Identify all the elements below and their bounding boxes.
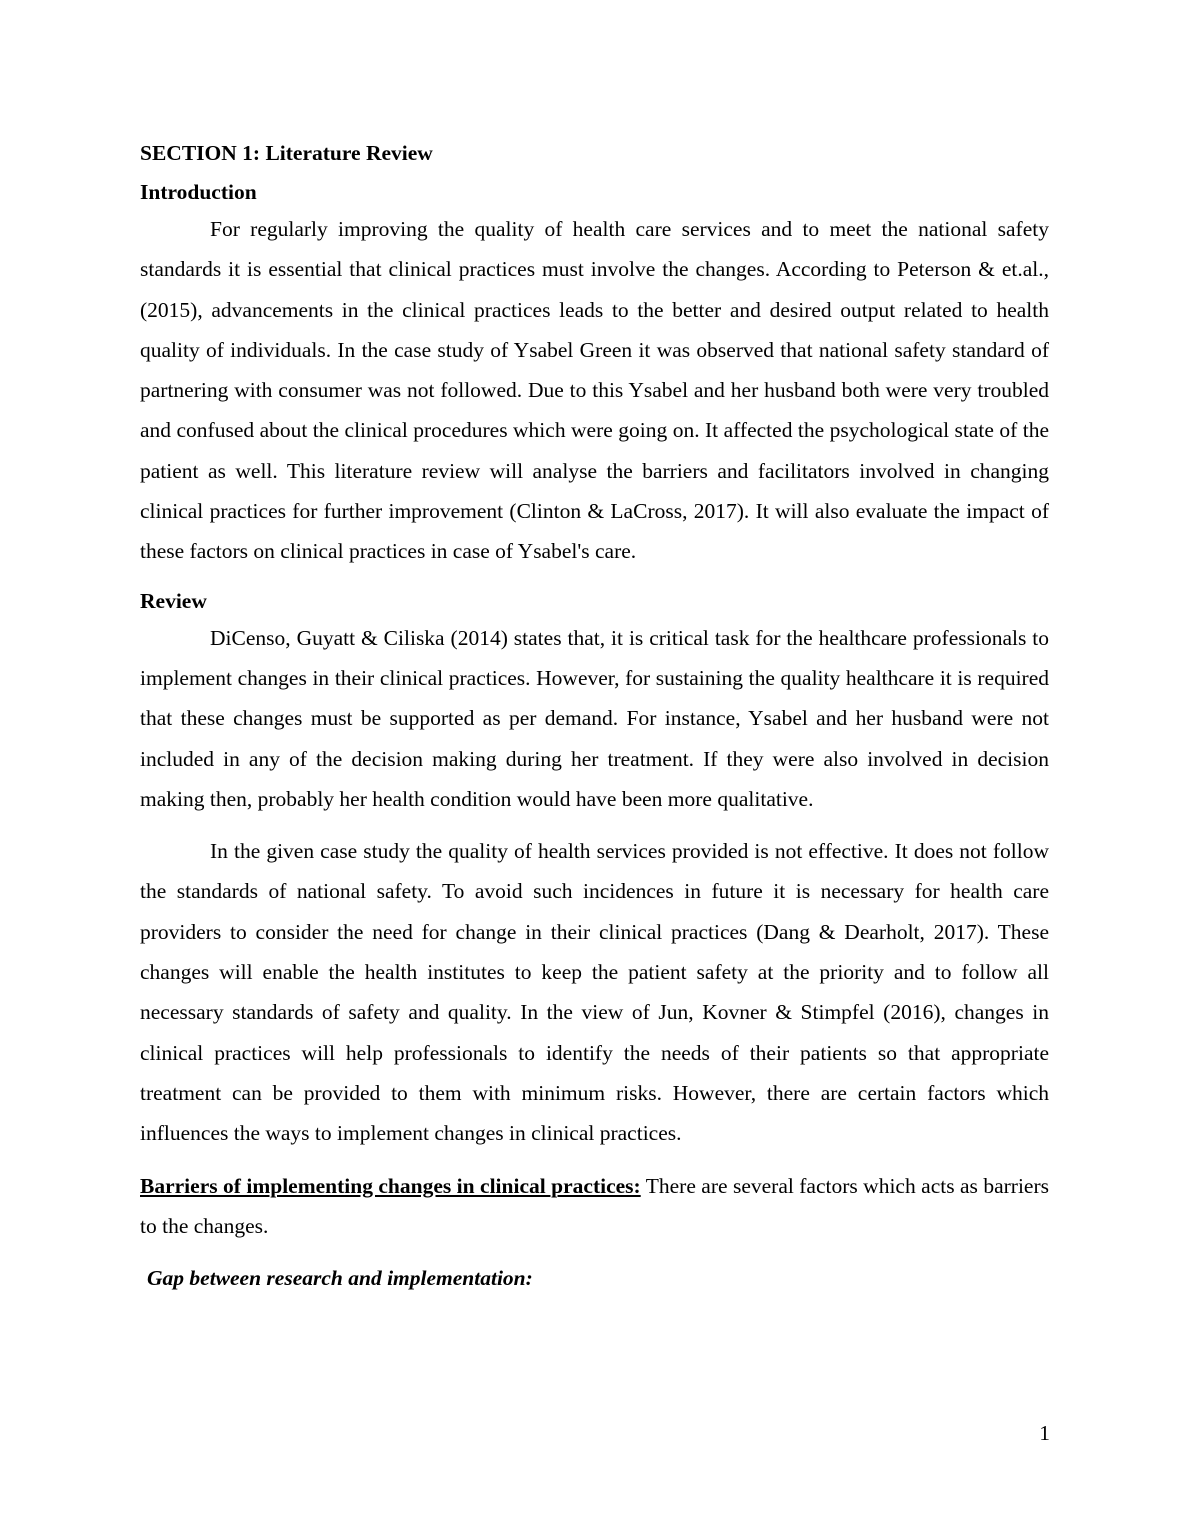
section-title: SECTION 1: Literature Review bbox=[140, 141, 433, 165]
page-number: 1 bbox=[1039, 1421, 1050, 1445]
review-paragraph-2: In the given case study the quality of health services provided is not effective. It does not follow the standards of national safety. To avoid such incidences in future it is necessary for health care providers to consider the need for change in their clinical practices (Dang & Dearholt, 2017). These changes will enable the health institutes to keep the patient safety at the priority and to follow all necessary standards of safety and quality. In the view of Jun, Kovner & Stimpfel (2016), changes in clinical practices will help professionals to identify the needs of their patients so that appropriate treatment can be provided to them with minimum risks. However, there are certain factors which influences the ways to implement changes in clinical practices. bbox=[140, 839, 1049, 1146]
document-page bbox=[140, 137, 1049, 1298]
barriers-label: Barriers of implementing changes in clinical practices: bbox=[140, 1173, 641, 1198]
introduction-heading: Introduction bbox=[140, 180, 257, 204]
review-paragraph-1: DiCenso, Guyatt & Ciliska (2014) states that, it is critical task for the healthcare professionals to implement changes in their clinical practices. However, for sustaining the quality healthcare it is required that these changes must be supported as per demand. For instance, Ysabel and her husband were not included in any of the decision making during her treatment. If they were also involved in decision making then, probably her health condition would have been more qualitative. bbox=[140, 625, 1049, 811]
gap-subheading: Gap between research and implementation: bbox=[147, 1266, 533, 1291]
barriers-paragraph bbox=[140, 1166, 1049, 1247]
barriers-text: There are several factors which acts as barriers to the changes. bbox=[140, 1173, 1049, 1238]
introduction-paragraph: For regularly improving the quality of health care services and to meet the national safety standards it is essential that clinical practices must involve the changes. According to Peterson & et.al., (2015), advancements in the clinical practices leads to the better and desired output related to health quality of individuals. In the case study of Ysabel Green it was observed that national safety standard of partnering with consumer was not followed. Due to this Ysabel and her husband both were very troubled and confused about the clinical procedures which were going on. It affected the psychological state of the patient as well. This literature review will analyse the barriers and facilitators involved in changing clinical practices for further improvement (Clinton & LaCross, 2017). It will also evaluate the impact of these factors on clinical practices in case of Ysabel's care. bbox=[140, 217, 1049, 564]
review-heading: Review bbox=[140, 588, 207, 613]
